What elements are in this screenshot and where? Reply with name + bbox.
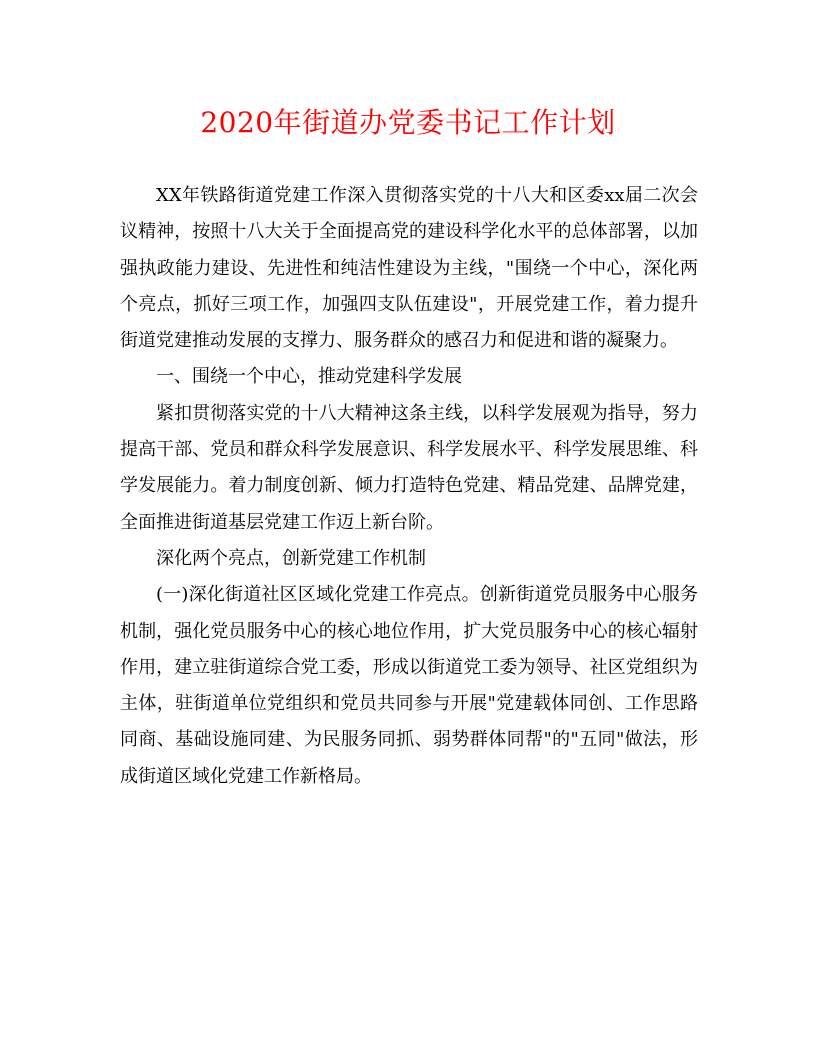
section-heading-1: 一、围绕一个中心，推动党建科学发展 [156, 366, 462, 388]
section-heading-2: 深化两个亮点，创新党建工作机制 [156, 547, 426, 569]
paragraph-section-1: 紧扣贯彻落实党的十八大精神这条主线，以科学发展观为指导，努力提高干部、党员和群众科学发展意识、科学发展水平、科学发展思维、科学发展能力。着力制度创新、倾力打造特色党建、精品党建、品牌党建，全面推进街道基层党建工作迈上新台阶。 [120, 402, 698, 533]
paragraph-section-2-item-1: (一)深化街道社区区域化党建工作亮点。创新街道党员服务中心服务机制，强化党员服务中心的核心地位作用，扩大党员服务中心的核心辐射作用，建立驻街道综合党工委，形成以街道党工委为领导、社区党组织为主体，驻街道单位党组织和党员共同参与开展"党建载体同创、工作思路同商、基础设施同建、为民服务同抓、弱势群体同帮"的"五同"做法，形成街道区域化党建工作新格局。 [120, 584, 698, 787]
document-title: 2020年街道办党委书记工作计划 [200, 106, 616, 139]
document-body [120, 178, 698, 795]
paragraph-intro: XX年铁路街道党建工作深入贯彻落实党的十八大和区委xx届二次会议精神，按照十八大关于全面提高党的建设科学化水平的总体部署，以加强执政能力建设、先进性和纯洁性建设为主线，"围绕一个中心，深化两个亮点，抓好三项工作，加强四支队伍建设"，开展党建工作，着力提升街道党建推动发展的支撑力、服务群众的感召力和促进和谐的凝聚力。 [120, 185, 698, 352]
